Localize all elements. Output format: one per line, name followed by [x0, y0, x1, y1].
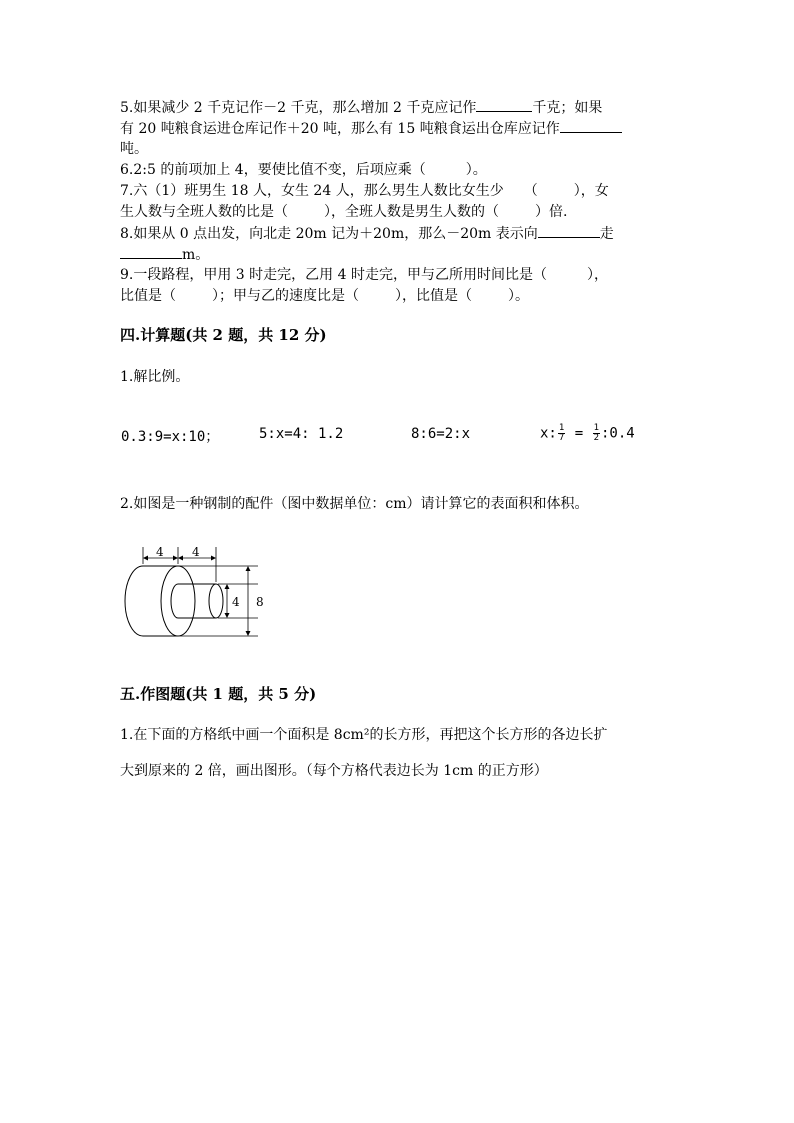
q9-text-e: ），比值是（ — [395, 288, 472, 304]
q8-line2 — [120, 244, 209, 265]
dim-outer-label: 8 — [256, 595, 264, 609]
q5-text-d: 吨。 — [120, 141, 148, 157]
q5-answer-blank-1[interactable] — [476, 97, 532, 112]
q9-text-a: 9.一段路程，甲用 3 时走完，乙用 4 时走完，甲与乙所用时间比是（ — [120, 267, 547, 283]
q8-answer-blank-2[interactable] — [120, 244, 182, 259]
q5-line1 — [120, 97, 602, 118]
q7-text-b: （ — [523, 183, 538, 199]
q5-text-b: 千克；如果 — [532, 100, 603, 116]
section4-heading: 四.计算题(共 2 题，共 12 分) — [120, 326, 327, 344]
q9-text-c: 比值是（ — [120, 288, 176, 304]
eq4-rest: :0.4 — [601, 425, 635, 442]
steel-part-figure — [118, 544, 278, 646]
eq4-fraction-2 — [593, 424, 600, 443]
q5-answer-blank-2[interactable] — [560, 118, 622, 133]
q9-text-d: ）；甲与乙的速度比是（ — [212, 288, 359, 304]
inner-cylinder-end — [209, 584, 223, 618]
q7-line1 — [120, 181, 609, 201]
eq4-equals: = — [566, 425, 592, 442]
eq4-f1-denominator: 7 — [558, 433, 565, 443]
q9-text-f: ）。 — [508, 288, 529, 304]
eq4-x: x: — [540, 425, 557, 442]
q5-text-a: 5.如果减少 2 千克记作－2 千克，那么增加 2 千克应记作 — [120, 100, 477, 116]
q9-line2 — [120, 286, 529, 306]
q7-text-e: ），全班人数是男生人数的（ — [324, 204, 499, 220]
q7-line2 — [120, 202, 567, 222]
proportion-eq-4 — [540, 424, 635, 443]
eq4-f2-numerator: 1 — [593, 423, 599, 433]
outer-cylinder-face — [161, 566, 195, 636]
eq4-fraction-1 — [558, 424, 565, 443]
proportion-eq-2: 5:x=4: 1.2 — [259, 426, 344, 442]
section4-q1-prompt: 1.解比例。 — [120, 369, 190, 385]
q5-text-c: 有 20 吨粮食运进仓库记作＋20 吨，那么有 15 吨粮食运出仓库应记作 — [120, 121, 560, 137]
q8-answer-blank-1[interactable] — [538, 223, 600, 238]
q8-text-b: 走 — [599, 226, 614, 242]
section5-q1-line2: 大到原来的 2 倍，画出图形。（每个方格代表边长为 1cm 的正方形） — [120, 763, 548, 779]
q8-line1 — [120, 223, 614, 244]
dim-top-right-label: 4 — [192, 545, 200, 559]
eq4-f2-denominator: 2 — [593, 433, 599, 443]
section4-q2-prompt: 2.如图是一种钢制的配件（图中数据单位：cm）请计算它的表面积和体积。 — [120, 496, 589, 512]
q8-text-a: 8.如果从 0 点出发，向北走 20m 记为＋20m，那么－20m 表示向 — [120, 226, 538, 242]
proportion-eq-1: 0.3:9=x:10； — [121, 429, 220, 445]
q8-text-c: m。 — [182, 247, 210, 263]
q5-line3 — [120, 139, 148, 159]
q7-text-c: ），女 — [573, 183, 609, 199]
q7-text-f: ）倍. — [535, 204, 568, 220]
q6-text-b: ）。 — [465, 162, 487, 178]
q6-line — [120, 160, 487, 180]
q7-text-a: 7.六（1）班男生 18 人，女生 24 人，那么男生人数比女生少 — [120, 183, 504, 199]
section5-q1-line1: 1.在下面的方格纸中画一个面积是 8cm²的长方形，再把这个长方形的各边长扩 — [120, 727, 608, 743]
section5-heading: 五.作图题(共 1 题，共 5 分) — [120, 685, 317, 703]
eq4-f1-numerator: 1 — [558, 423, 565, 433]
q6-text-a: 6.2:5 的前项加上 4，要使比值不变，后项应乘（ — [120, 162, 426, 178]
dim-top-left-label: 4 — [156, 545, 164, 559]
dim-inner-label: 4 — [232, 595, 240, 609]
q9-text-b: ）， — [586, 267, 608, 283]
q7-text-d: 生人数与全班人数的比是（ — [120, 204, 288, 220]
q5-line2 — [120, 118, 622, 139]
proportion-eq-3: 8:6=2:x — [411, 426, 471, 442]
outer-cylinder-left-end — [125, 566, 143, 636]
q9-line1 — [120, 265, 608, 285]
